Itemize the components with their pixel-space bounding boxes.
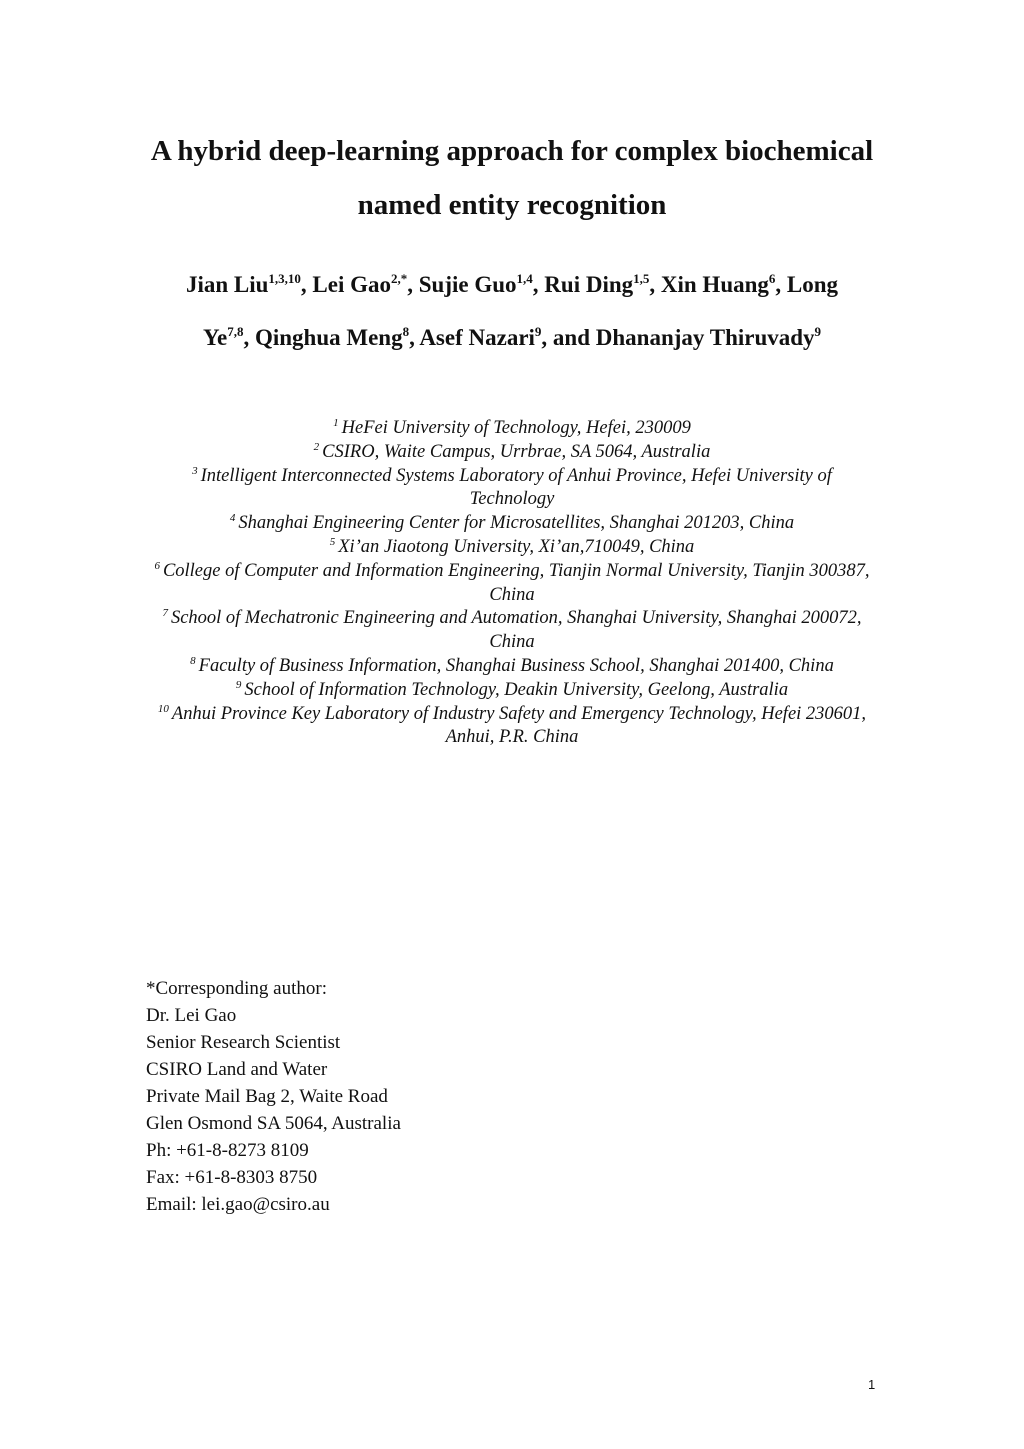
affiliation-text: College of Computer and Information Engineering, Tianjin Normal University, Tianjin 300387, China: [162, 560, 870, 605]
affiliation-text: Intelligent Interconnected Systems Laboratory of Anhui Province, Hefei University of Technology: [200, 465, 832, 510]
author-list: [0, 258, 1024, 364]
affiliation-number: 8: [190, 654, 196, 667]
affiliation-list: [150, 417, 874, 750]
affiliation-item: [150, 441, 874, 465]
affiliation-item: [150, 655, 874, 679]
author-affiliation-marker: 1,3,10: [268, 271, 301, 286]
affiliation-item: [150, 417, 874, 441]
affiliation-text: CSIRO, Waite Campus, Urrbrae, SA 5064, Australia: [322, 441, 711, 462]
author-name: , Sujie Guo: [407, 272, 517, 297]
corresponding-fax: Fax: +61-8-8303 8750: [146, 1167, 318, 1188]
author-name: , and Dhananjay Thiruvady: [541, 325, 815, 350]
author-name: Jian Liu: [185, 272, 269, 297]
paper-title: [0, 124, 1024, 232]
affiliation-item: [150, 703, 874, 751]
author-name: , Asef Nazari: [409, 325, 535, 350]
corresponding-name: Dr. Lei Gao: [146, 1005, 237, 1026]
corresponding-address-line-2: Glen Osmond SA 5064, Australia: [146, 1113, 401, 1134]
affiliation-item: [150, 465, 874, 513]
author-name: , Lei Gao: [300, 272, 392, 297]
affiliation-number: 7: [162, 607, 168, 620]
author-affiliation-marker: 7,8: [227, 324, 244, 339]
page-number: 1: [868, 1377, 876, 1392]
author-affiliation-marker: 6: [768, 271, 776, 286]
author-affiliation-marker: 9: [814, 324, 822, 339]
affiliation-item: [150, 512, 874, 536]
affiliation-item: [150, 679, 874, 703]
corresponding-organization: CSIRO Land and Water: [146, 1059, 328, 1080]
corresponding-phone: Ph: +61-8-8273 8109: [146, 1140, 309, 1161]
corresponding-email: Email: lei.gao@csiro.au: [146, 1194, 330, 1215]
author-name: , Xin Huang: [649, 272, 769, 297]
author-affiliation-marker: 1,5: [633, 271, 650, 286]
author-affiliation-marker: 1,4: [516, 271, 533, 286]
affiliation-item: [150, 607, 874, 655]
affiliation-number: 1: [333, 417, 339, 429]
author-name: , Qinghua Meng: [243, 325, 403, 350]
author-name: , Long: [775, 272, 839, 297]
affiliation-number: 10: [157, 702, 169, 715]
affiliation-number: 2: [313, 440, 320, 453]
author-name: , Rui Ding: [532, 272, 634, 297]
affiliation-item: [150, 536, 874, 560]
affiliation-text: Xi’an Jiaotong University, Xi’an,710049, China: [338, 536, 695, 557]
author-line-2: [0, 311, 1024, 364]
affiliation-number: 4: [229, 512, 236, 525]
title-line-1: A hybrid deep-learning approach for complex biochemical: [150, 135, 874, 167]
affiliation-text: HeFei University of Technology, Hefei, 230009: [341, 418, 691, 438]
affiliation-text: Shanghai Engineering Center for Microsatellites, Shanghai 201203, China: [238, 513, 795, 534]
affiliation-text: School of Mechatronic Engineering and Automation, Shanghai University, Shanghai 200072, China: [170, 608, 862, 653]
title-line-2: named entity recognition: [357, 189, 667, 221]
corresponding-address-line-1: Private Mail Bag 2, Waite Road: [146, 1086, 388, 1107]
author-affiliation-marker: 8: [402, 324, 410, 339]
affiliation-item: [150, 560, 874, 608]
author-affiliation-marker: 9: [534, 324, 542, 339]
corresponding-heading: *Corresponding author:: [146, 978, 328, 999]
affiliation-text: School of Information Technology, Deakin University, Geelong, Australia: [244, 679, 789, 700]
author-name: Ye: [202, 325, 228, 350]
affiliation-number: 9: [235, 678, 242, 691]
corresponding-position: Senior Research Scientist: [146, 1032, 341, 1053]
affiliation-text: Faculty of Business Information, Shanghai Business School, Shanghai 201400, China: [198, 655, 834, 676]
corresponding-author-block: [146, 975, 401, 1218]
author-line-1: [0, 258, 1024, 311]
author-affiliation-marker: 2,*: [391, 271, 408, 286]
affiliation-number: 6: [154, 559, 160, 572]
affiliation-number: 5: [329, 535, 336, 548]
affiliation-text: Anhui Province Key Laboratory of Industry Safety and Emergency Technology, Hefei 230601, Anhui, P.R. China: [171, 703, 867, 748]
affiliation-number: 3: [192, 464, 198, 477]
